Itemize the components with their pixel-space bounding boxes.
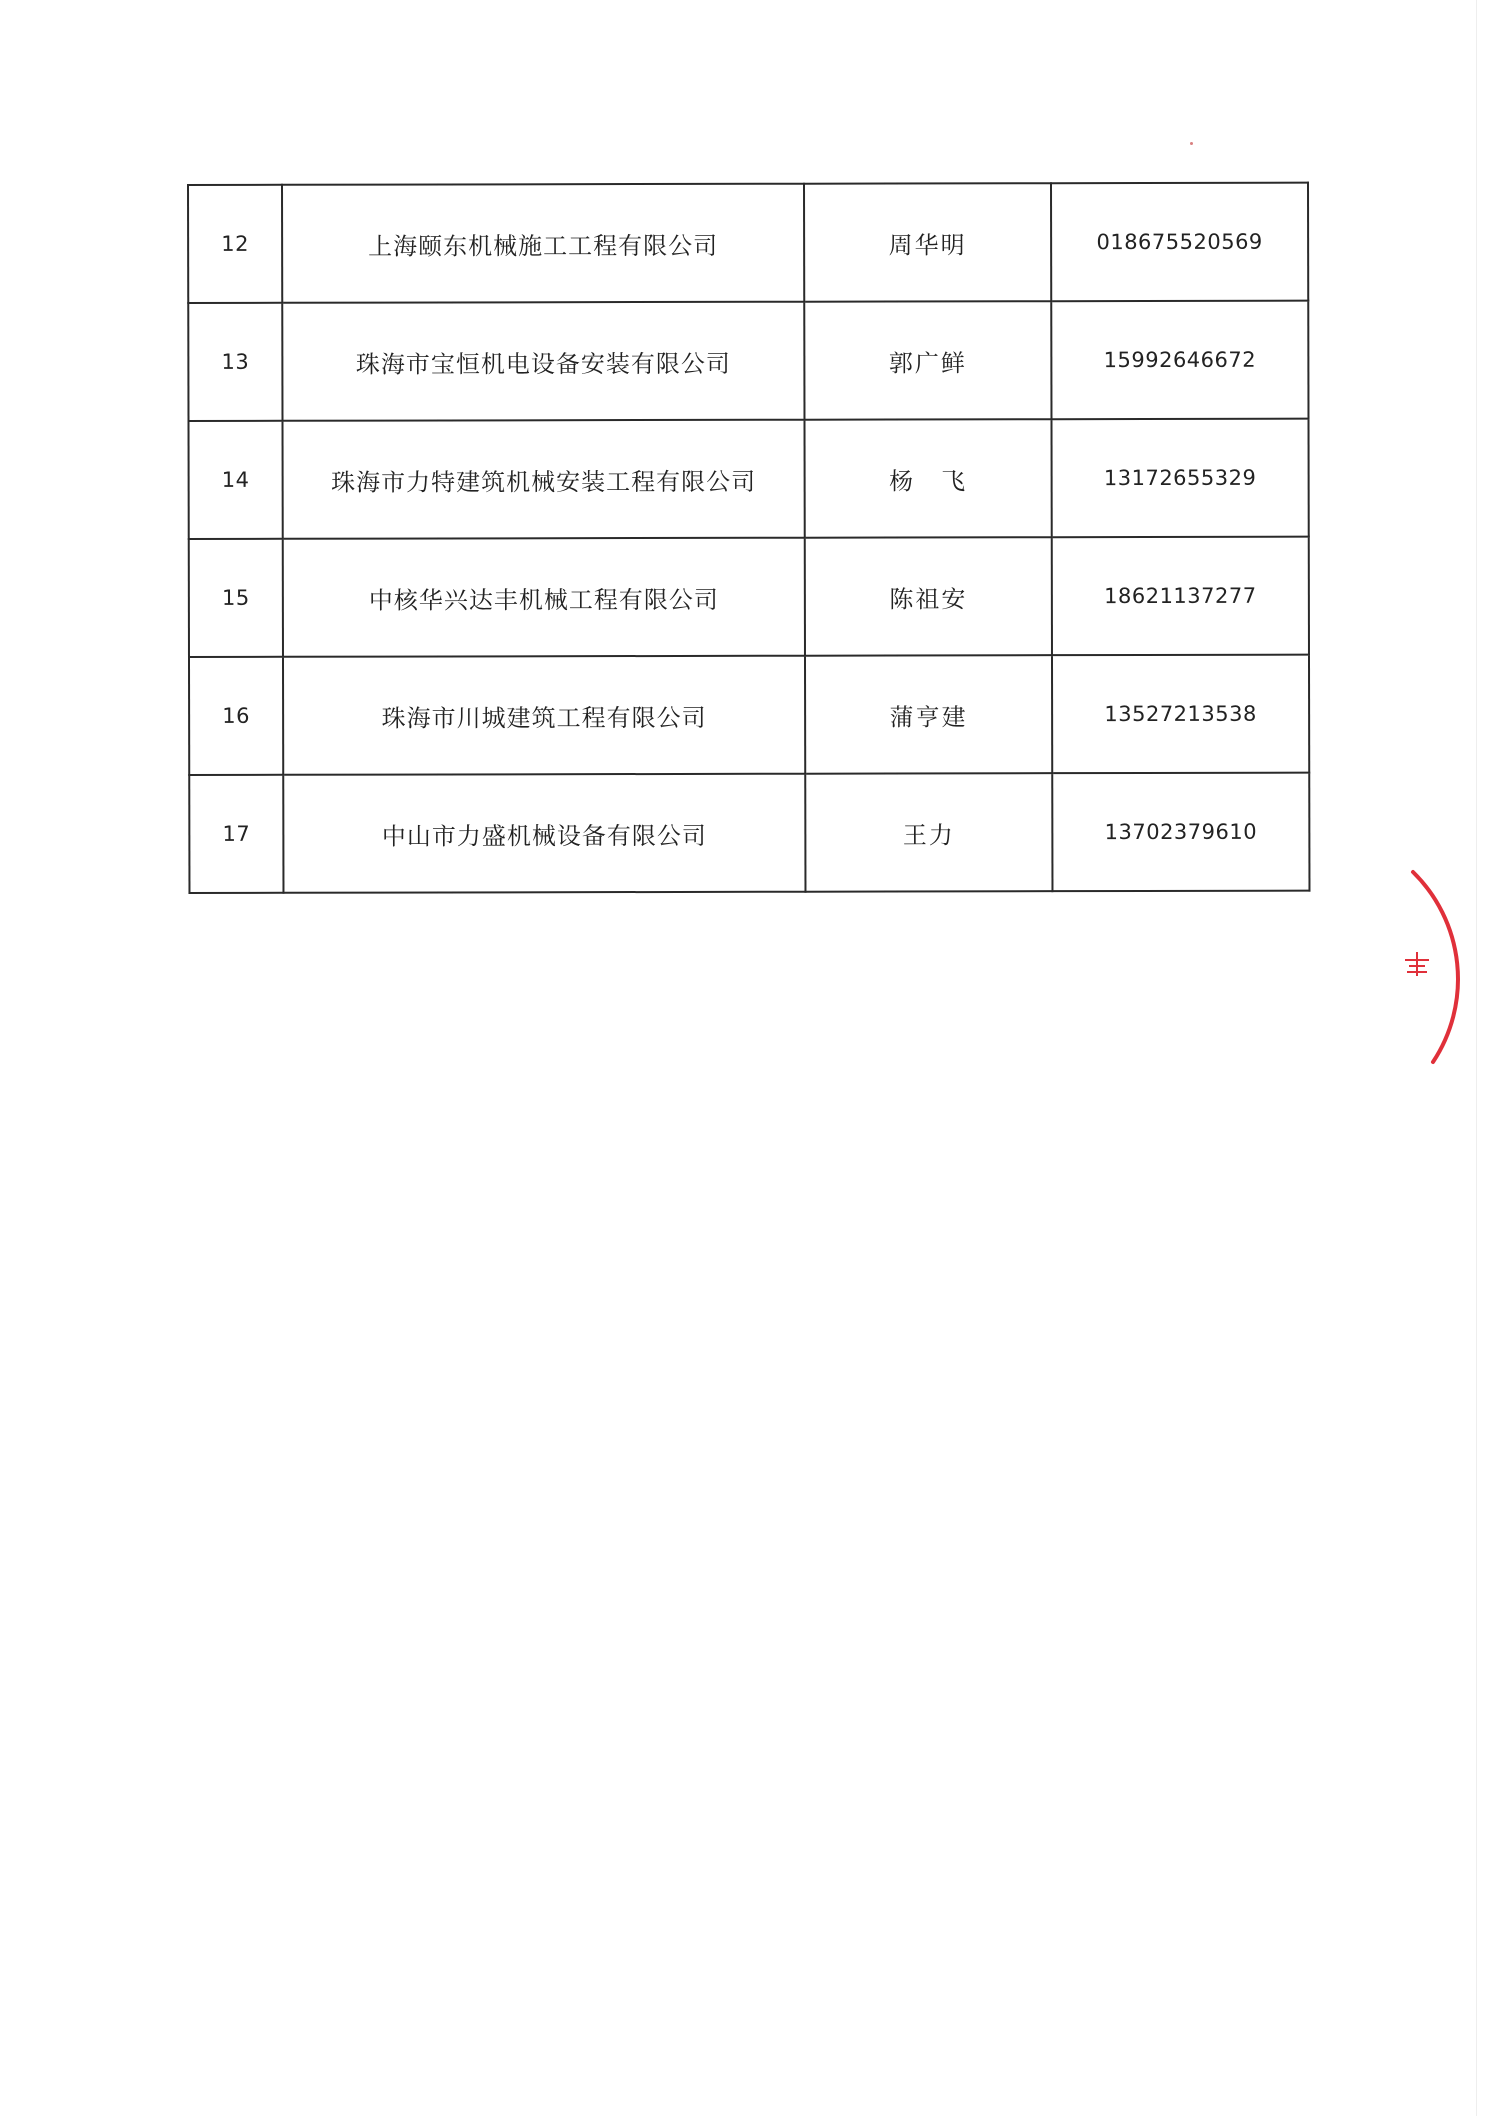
company-name: 上海颐东机械施工工程有限公司 [282,184,804,303]
row-number: 14 [188,421,282,539]
phone-number: 15992646672 [1051,301,1308,420]
table-row [189,537,1309,657]
phone-number: 13527213538 [1052,655,1309,774]
contact-person: 陈祖安 [805,537,1052,656]
contacts-table-body [188,183,1309,893]
table-row [189,773,1309,893]
company-name: 珠海市力特建筑机械安装工程有限公司 [282,420,804,539]
phone-number: 13172655329 [1051,419,1308,538]
row-number: 12 [188,185,282,303]
phone-number: 018675520569 [1051,183,1308,302]
table-row [189,655,1309,775]
contacts-table [187,182,1310,894]
red-seal-stamp-icon [1395,868,1497,1068]
table-row [188,301,1308,421]
row-number: 16 [189,657,283,775]
contact-person: 王力 [805,773,1052,892]
company-name: 珠海市宝恒机电设备安装有限公司 [282,302,804,421]
contacts-table-wrapper [187,182,1300,894]
contact-person: 周华明 [804,183,1051,302]
contact-person: 杨 飞 [804,419,1051,538]
row-number: 15 [189,539,283,657]
phone-number: 13702379610 [1052,773,1309,892]
company-name: 珠海市川城建筑工程有限公司 [283,656,805,775]
contact-person: 蒲亨建 [805,655,1052,774]
phone-number: 18621137277 [1052,537,1309,656]
contact-person: 郭广鲜 [804,301,1051,420]
table-row [188,183,1308,303]
company-name: 中山市力盛机械设备有限公司 [283,774,805,893]
scan-speck [1190,142,1193,145]
company-name: 中核华兴达丰机械工程有限公司 [283,538,805,657]
row-number: 17 [189,775,283,893]
table-row [188,419,1308,539]
row-number: 13 [188,303,282,421]
